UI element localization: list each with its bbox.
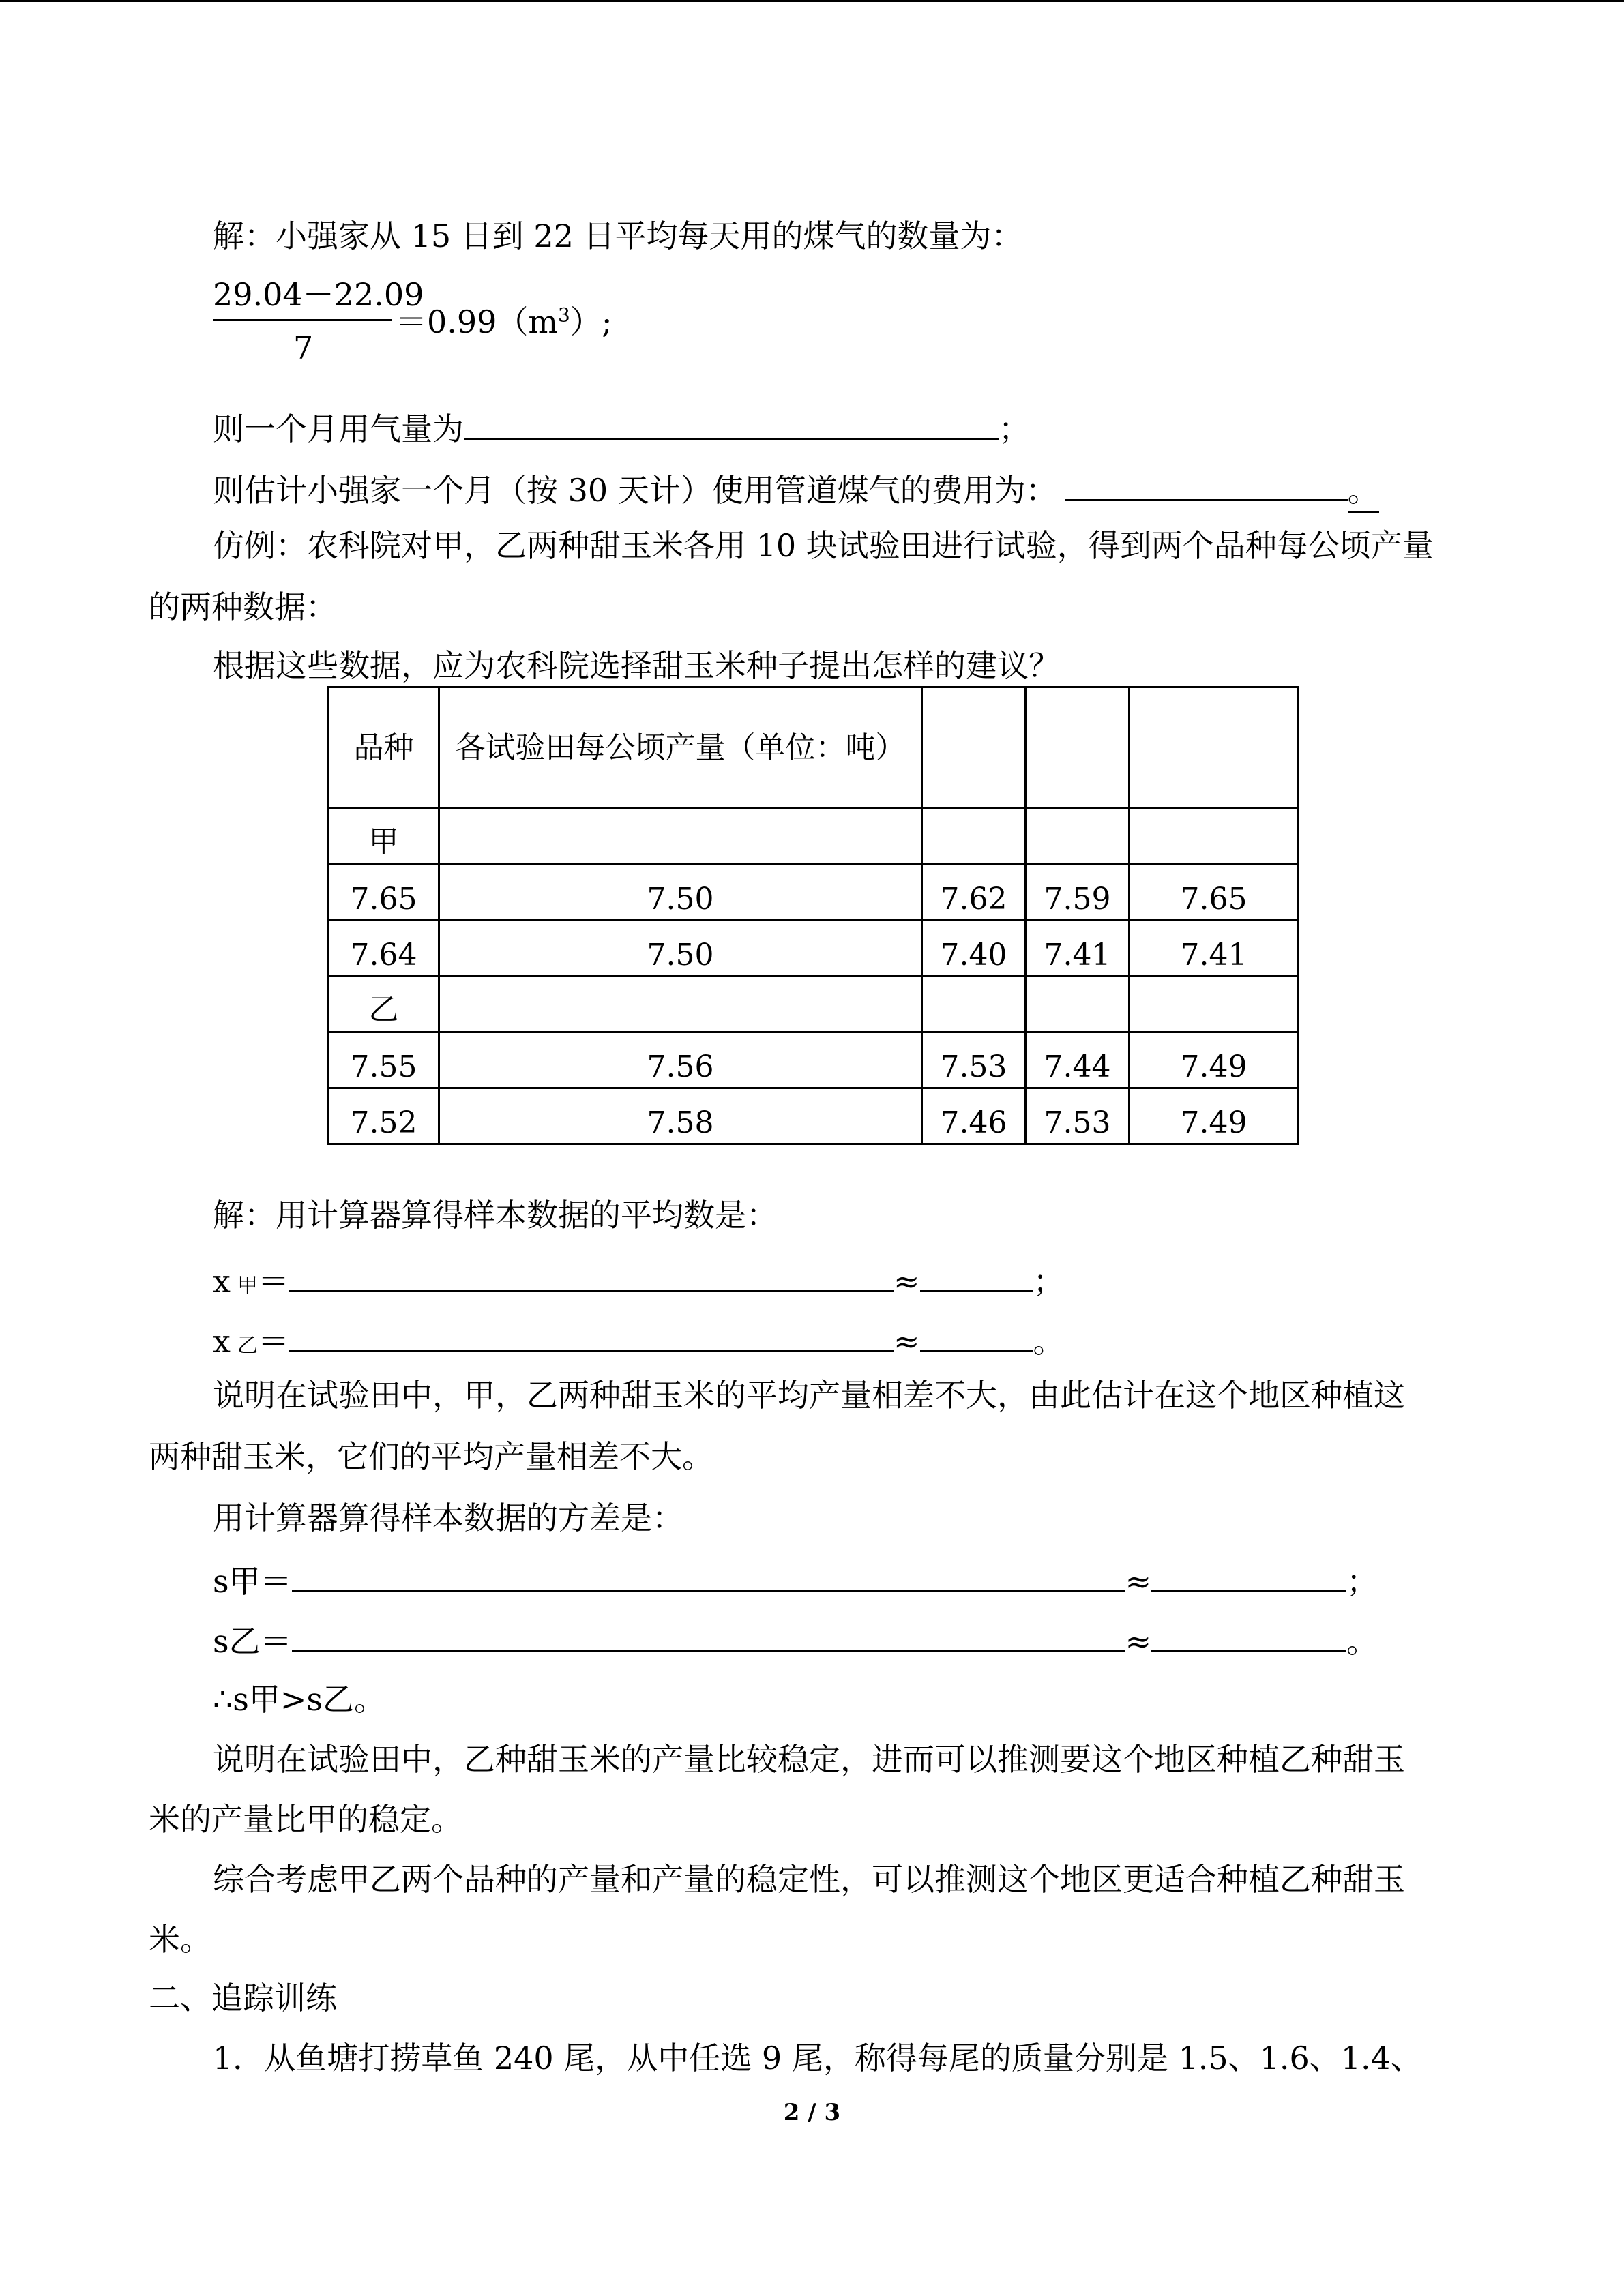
table-cell: 7.41 (1026, 921, 1130, 976)
fraction-numerator: 29.04－22.09 (213, 276, 424, 313)
table-cell: 7.49 (1130, 1032, 1299, 1088)
table-cell (439, 809, 922, 865)
table-cell (922, 976, 1026, 1032)
end-semicolon: ； (1346, 1563, 1378, 1600)
header-yield: 各试验田每公顷产量（单位：吨） (439, 687, 922, 809)
monthly-usage-end: ； (999, 411, 1030, 447)
s-yi-label: s乙 (213, 1623, 261, 1660)
s-jia-label: s甲 (213, 1563, 261, 1600)
table-cell: 7.50 (439, 921, 922, 976)
table-cell (1026, 809, 1130, 865)
mean-yi-approx-blank[interactable] (920, 1319, 1033, 1352)
conclusion-line-2: 米。 (149, 1921, 211, 1958)
x-jia-label: x (213, 1263, 231, 1300)
monthly-cost-line (213, 468, 1379, 513)
equals-sign: ＝ (257, 1323, 289, 1360)
approx-sign: ≈ (893, 1323, 920, 1360)
therefore-line: ∴s甲>s乙。 (213, 1681, 386, 1718)
monthly-usage-blank[interactable] (464, 406, 999, 440)
table-row (329, 976, 1299, 1032)
table-cell (1130, 976, 1299, 1032)
top-border (0, 0, 1624, 2)
table-cell: 7.44 (1026, 1032, 1130, 1088)
variance-jia-line (213, 1559, 1378, 1602)
x-yi-subscript: 乙 (237, 1334, 258, 1358)
example-line-2: 的两种数据： (149, 588, 337, 625)
table-cell: 7.46 (922, 1088, 1026, 1144)
table-cell: 乙 (329, 976, 439, 1032)
table-cell: 7.56 (439, 1032, 922, 1088)
monthly-usage-label: 则一个月用气量为 (213, 411, 464, 447)
end-period: 。 (1346, 1623, 1378, 1660)
section-heading: 二、追踪训练 (149, 1980, 337, 2016)
variance-jia-blank[interactable] (292, 1559, 1125, 1592)
problem-1: 1．从鱼塘打捞草鱼 240 尾，从中任选 9 尾，称得每尾的质量分别是 1.5、1.6、1.4、 (213, 2040, 1422, 2076)
table-cell: 7.55 (329, 1032, 439, 1088)
page-number: 2 / 3 (783, 2099, 841, 2126)
table-cell: 7.64 (329, 921, 439, 976)
mean-intro: 解：用计算器算得样本数据的平均数是： (213, 1197, 778, 1234)
fraction-tail: ）; (570, 303, 612, 340)
table-cell: 7.62 (922, 865, 1026, 921)
mean-note-line-2: 两种甜玉米，它们的平均产量相差不大。 (149, 1438, 713, 1475)
table-cell: 7.41 (1130, 921, 1299, 976)
mean-jia-blank[interactable] (289, 1259, 894, 1292)
x-jia-subscript: 甲 (237, 1274, 258, 1298)
table-row (329, 1088, 1299, 1144)
table-cell: 7.65 (1130, 865, 1299, 921)
example-line-1: 仿例：农科院对甲，乙两种甜玉米各用 10 块试验田进行试验，得到两个品种每公顷产量 (213, 527, 1434, 564)
table-cell (1026, 976, 1130, 1032)
variance-yi-line (213, 1619, 1378, 1662)
header-empty-cell (922, 687, 1026, 809)
mean-jia-line (213, 1259, 1065, 1307)
fraction-bar (213, 319, 392, 321)
table-cell: 7.49 (1130, 1088, 1299, 1144)
fraction-denominator: 7 (293, 329, 314, 366)
fraction-result-text: ＝0.99（m (396, 303, 559, 340)
table-row (329, 809, 1299, 865)
monthly-cost-end: 。 (1348, 470, 1379, 513)
fraction-result (396, 301, 612, 342)
approx-sign: ≈ (1125, 1623, 1152, 1660)
table-row (329, 1032, 1299, 1088)
mean-yi-line (213, 1319, 1065, 1367)
example-question: 根据这些数据，应为农科院选择甜玉米种子提出怎样的建议？ (213, 647, 1060, 684)
table-cell: 7.53 (1026, 1088, 1130, 1144)
solution-line: 解：小强家从 15 日到 22 日平均每天用的煤气的数量为： (213, 218, 1023, 254)
variance-jia-approx-blank[interactable] (1151, 1559, 1346, 1592)
table-cell (922, 809, 1026, 865)
table-cell (1130, 809, 1299, 865)
header-variety: 品种 (329, 687, 439, 809)
table-cell: 7.58 (439, 1088, 922, 1144)
yield-table (327, 686, 1299, 1145)
table-cell: 甲 (329, 809, 439, 865)
table-row (329, 921, 1299, 976)
table-cell: 7.65 (329, 865, 439, 921)
stable-note-line-2: 米的产量比甲的稳定。 (149, 1801, 462, 1838)
end-period: 。 (1033, 1323, 1065, 1360)
mean-note-line-1: 说明在试验田中，甲，乙两种甜玉米的平均产量相差不大，由此估计在这个地区种植这 (213, 1377, 1405, 1414)
monthly-cost-label: 则估计小强家一个月（按 30 天计）使用管道煤气的费用为： (213, 472, 1057, 509)
monthly-usage-line (213, 406, 1030, 449)
mean-jia-approx-blank[interactable] (920, 1259, 1033, 1292)
table-cell: 7.40 (922, 921, 1026, 976)
equals-sign: ＝ (260, 1623, 292, 1660)
equals-sign: ＝ (260, 1563, 292, 1600)
table-cell: 7.53 (922, 1032, 1026, 1088)
approx-sign: ≈ (1125, 1563, 1152, 1600)
x-yi-label: x (213, 1323, 231, 1360)
header-empty-cell (1026, 687, 1130, 809)
end-semicolon: ； (1033, 1263, 1065, 1300)
table-row (329, 865, 1299, 921)
approx-sign: ≈ (893, 1263, 920, 1300)
variance-yi-approx-blank[interactable] (1151, 1619, 1346, 1652)
table-cell (439, 976, 922, 1032)
table-cell: 7.50 (439, 865, 922, 921)
mean-yi-blank[interactable] (289, 1319, 894, 1352)
table-cell: 7.52 (329, 1088, 439, 1144)
variance-yi-blank[interactable] (292, 1619, 1125, 1652)
header-empty-cell (1130, 687, 1299, 809)
table-cell: 7.59 (1026, 865, 1130, 921)
equals-sign: ＝ (257, 1263, 289, 1300)
table-header-row (329, 687, 1299, 809)
unit-exponent: 3 (558, 303, 570, 327)
conclusion-line-1: 综合考虑甲乙两个品种的产量和产量的稳定性，可以推测这个地区更适合种植乙种甜玉 (213, 1861, 1405, 1898)
monthly-cost-blank[interactable] (1065, 468, 1348, 501)
stable-note-line-1: 说明在试验田中，乙种甜玉米的产量比较稳定，进而可以推测要这个地区种植乙种甜玉 (213, 1741, 1405, 1778)
variance-intro: 用计算器算得样本数据的方差是： (213, 1500, 683, 1536)
